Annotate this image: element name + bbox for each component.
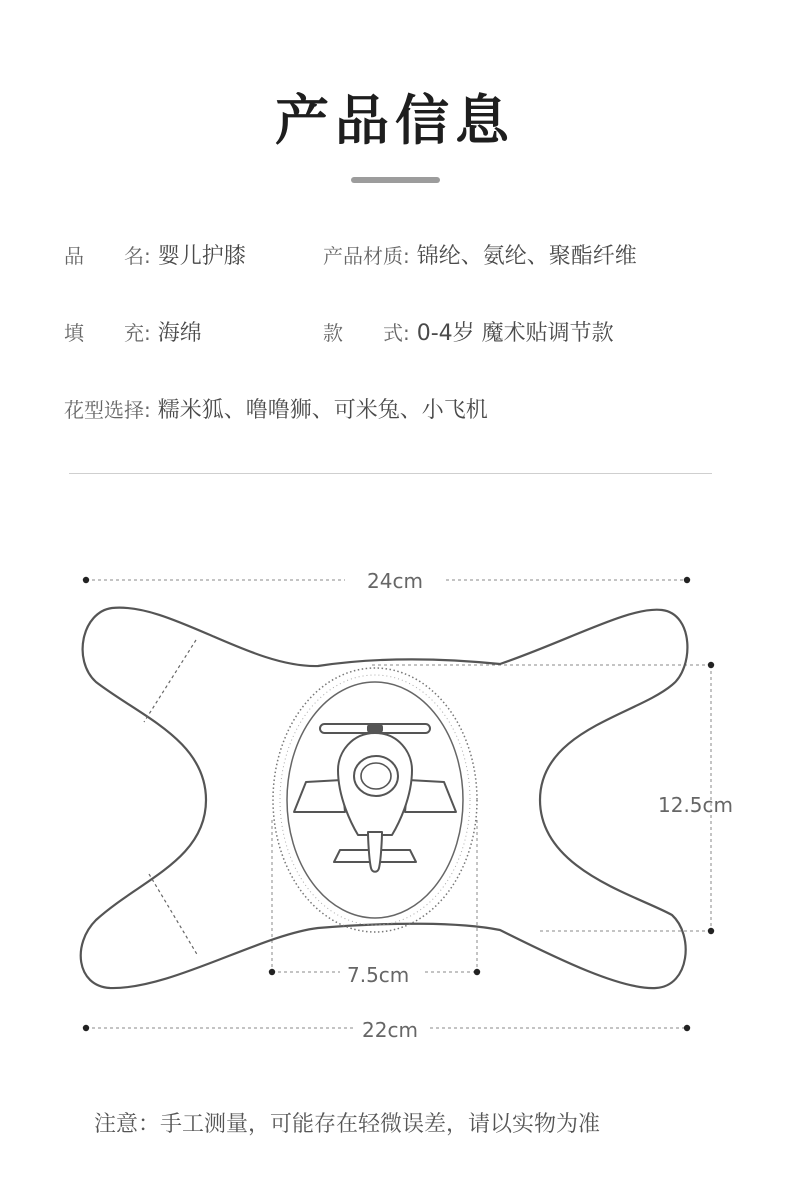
airplane-icon [294, 724, 456, 872]
spec-name-value: 婴儿护膝 [157, 244, 246, 269]
spec-filling-value: 海绵 [157, 321, 202, 346]
spec-filling-label: 填 充: [64, 321, 151, 345]
spec-material-label: 产品材质: [323, 244, 410, 268]
spec-name-label: 品 名: [64, 244, 151, 268]
spec-style-value: 0-4岁 魔术贴调节款 [416, 321, 614, 346]
dimension-pad-width: 7.5cm [347, 963, 410, 987]
spec-pattern-label: 花型选择: [64, 398, 151, 422]
page-title: 产品信息 [275, 89, 515, 152]
spec-style-label: 款 式: [323, 321, 410, 345]
spec-material-value: 锦纶、氨纶、聚酯纤维 [416, 244, 637, 269]
spec-pattern-value: 糯米狐、噜噜狮、可米兔、小飞机 [157, 398, 488, 423]
dimension-bottom-width: 22cm [362, 1018, 418, 1042]
dimension-height: 12.5cm [658, 793, 734, 817]
measurement-note: 注意：手工测量，可能存在轻微误差，请以实物为准 [94, 1112, 601, 1137]
strap-seams [144, 640, 198, 956]
dimension-top-width: 24cm [367, 569, 423, 593]
